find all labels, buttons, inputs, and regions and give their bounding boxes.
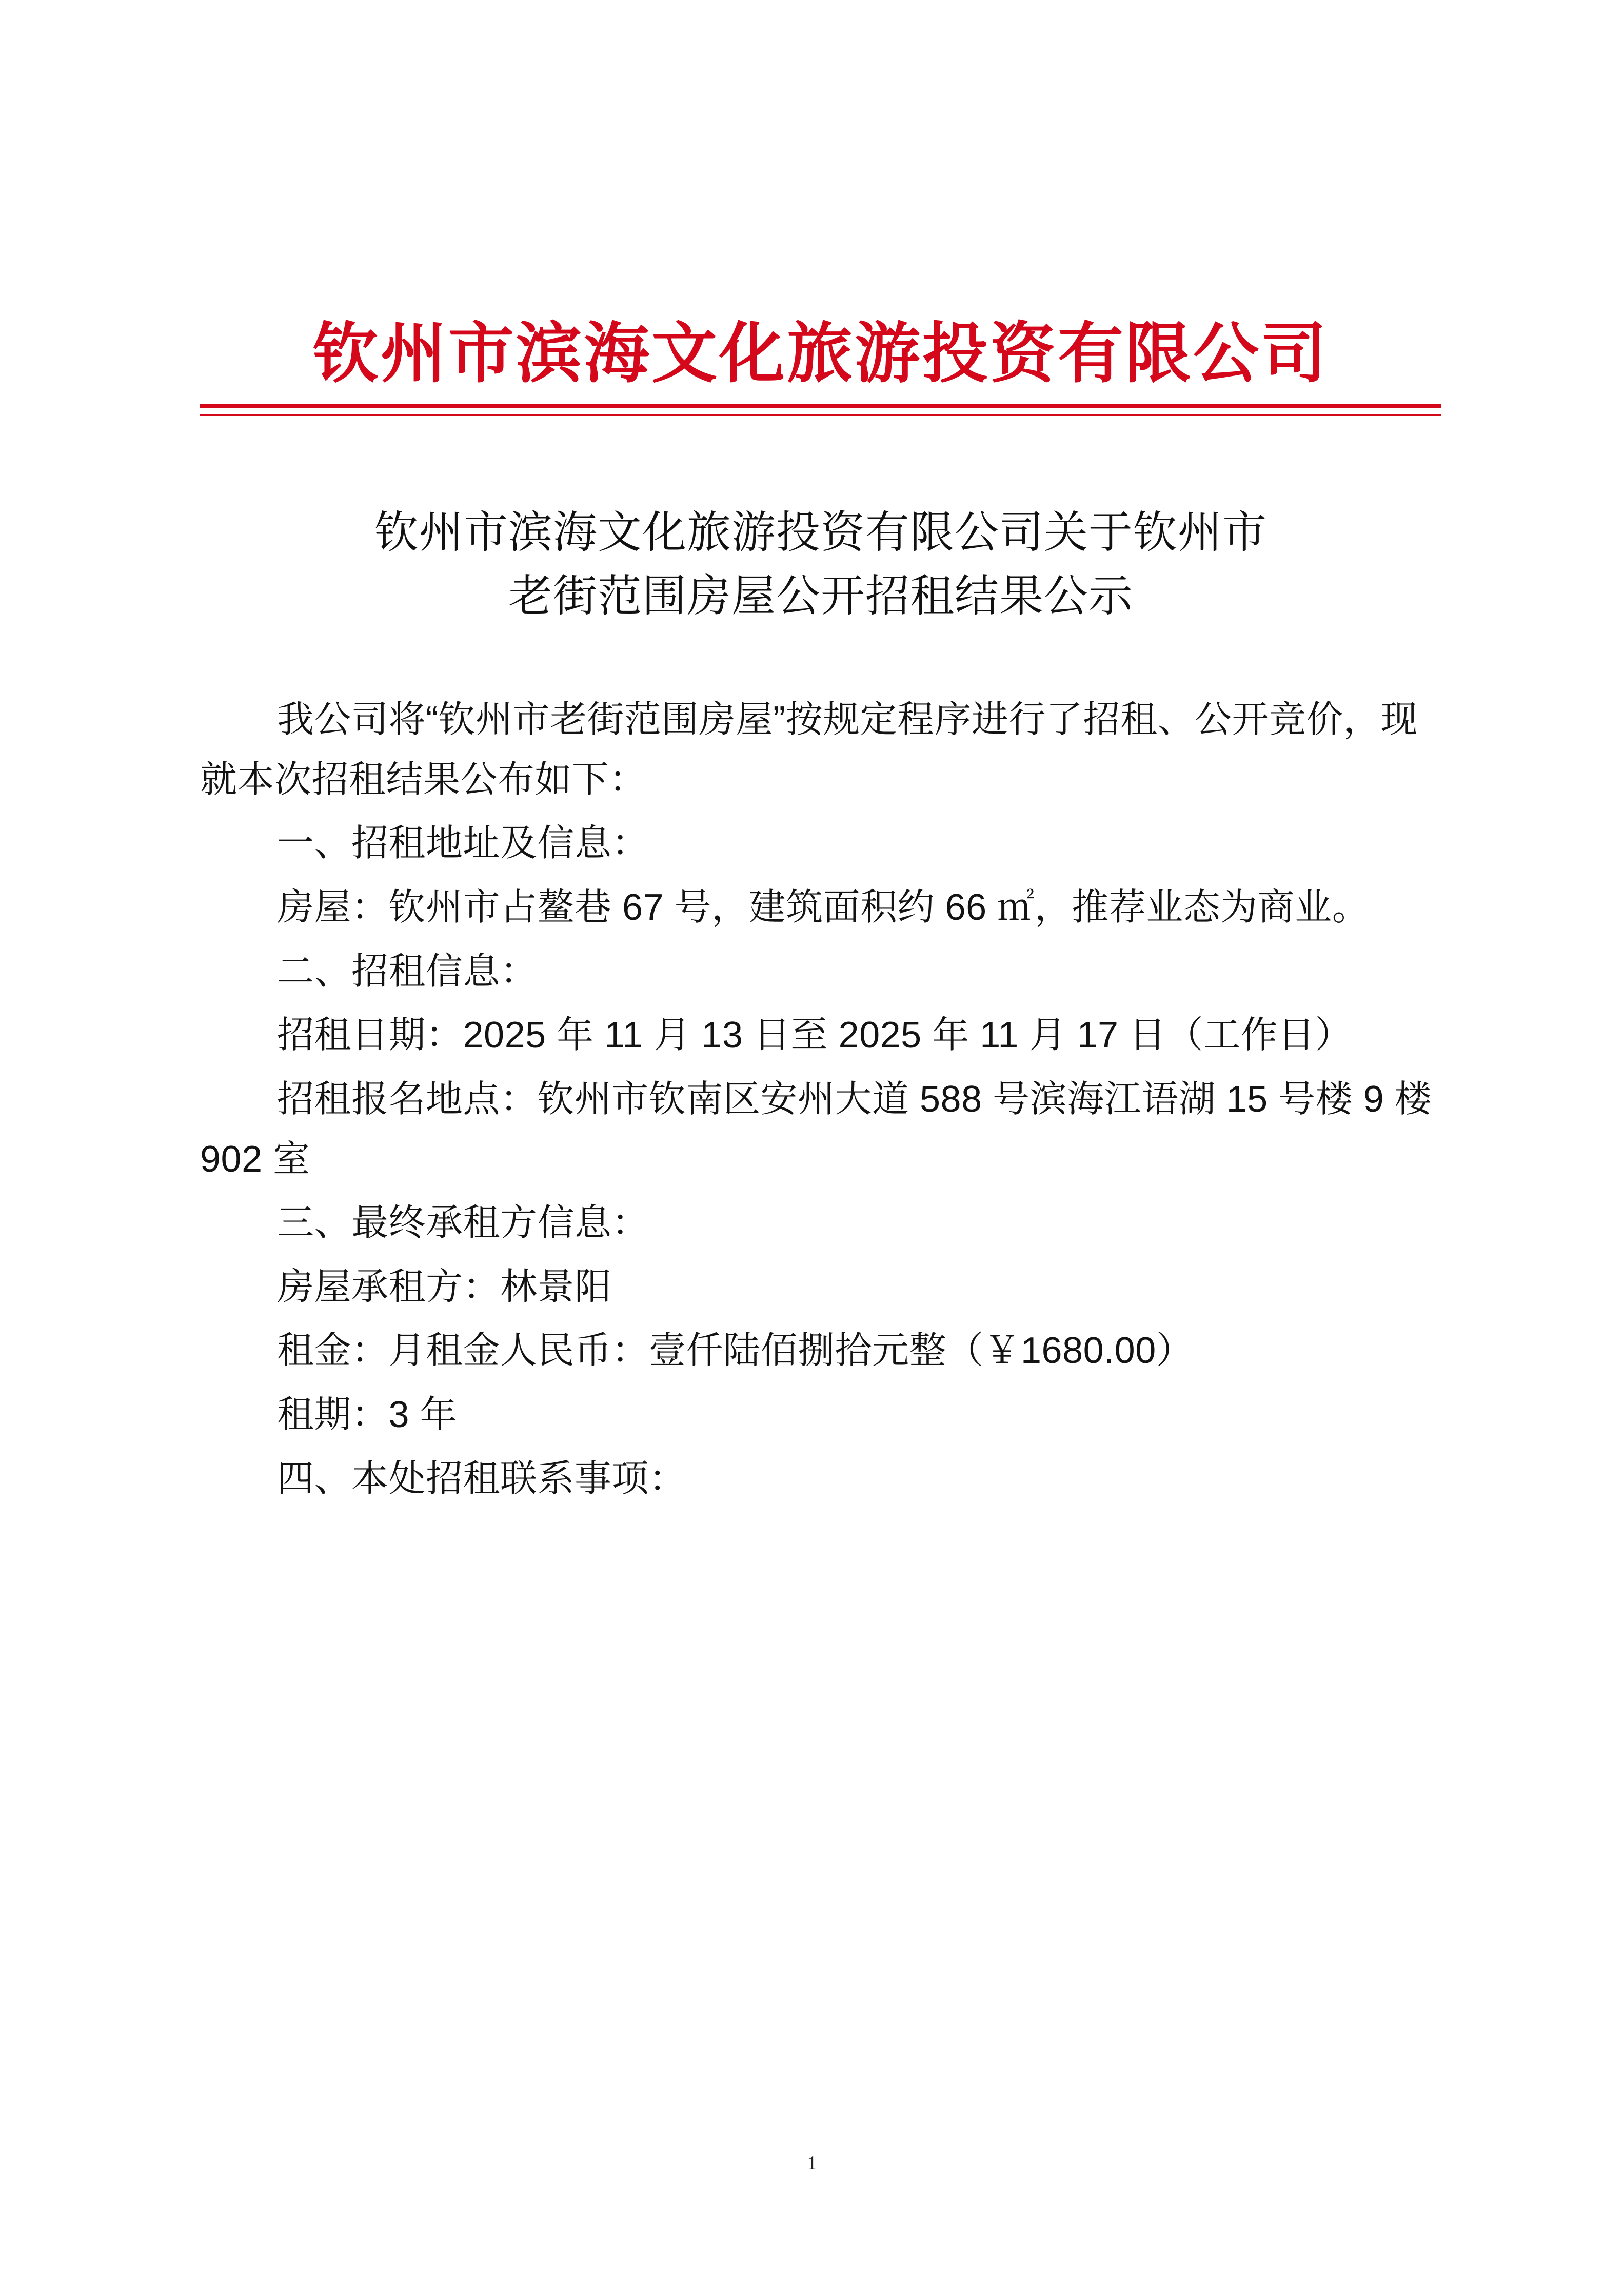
- letterhead-rule-thin: [200, 414, 1441, 416]
- letterhead: [200, 318, 1441, 416]
- company-name: 钦州市滨海文化旅游投资有限公司: [312, 317, 1329, 390]
- body-paragraph-property: 房屋：钦州市占鳌巷 67 号，建筑面积约 66 ㎡，推荐业态为商业。: [277, 887, 1370, 928]
- body-paragraph-tenant: 房屋承租方：林景阳: [277, 1266, 612, 1308]
- letterhead-rules: [200, 404, 1441, 416]
- section-heading-1: 一、招租地址及信息：: [277, 823, 649, 864]
- body-paragraph-term: 租期：3 年: [277, 1394, 458, 1436]
- page-title-line-2: 老街范围房屋公开招租结果公示: [508, 571, 1133, 621]
- section-heading-2: 二、招租信息：: [277, 951, 538, 992]
- document-content: [200, 0, 1441, 1513]
- section-heading-3: 三、最终承租方信息：: [277, 1202, 649, 1244]
- section-heading-4: 四、本处招租联系事项：: [277, 1458, 686, 1499]
- letterhead-rule-thick: [200, 404, 1441, 408]
- page-title-line-1: 钦州市滨海文化旅游投资有限公司关于钦州市: [374, 507, 1267, 557]
- document-body: [200, 690, 1441, 1509]
- body-paragraph-dates: 招租日期：2025 年 11 月 13 日至 2025 年 11 月 17 日（工作日）: [277, 1015, 1353, 1056]
- body-paragraph: 我公司将“钦州市老街范围房屋”按规定程序进行了招租、公开竞价，现就本次招租结果公布如下：: [200, 699, 1418, 800]
- page-title: [200, 501, 1441, 628]
- page-number: 1: [807, 2152, 817, 2174]
- body-paragraph-rent: 租金：月租金人民币：壹仟陆佰捌拾元整（￥1680.00）: [277, 1330, 1194, 1372]
- body-paragraph-location: 招租报名地点：钦州市钦南区安州大道 588 号滨海江语湖 15 号楼 9 楼 902 室: [200, 1078, 1432, 1180]
